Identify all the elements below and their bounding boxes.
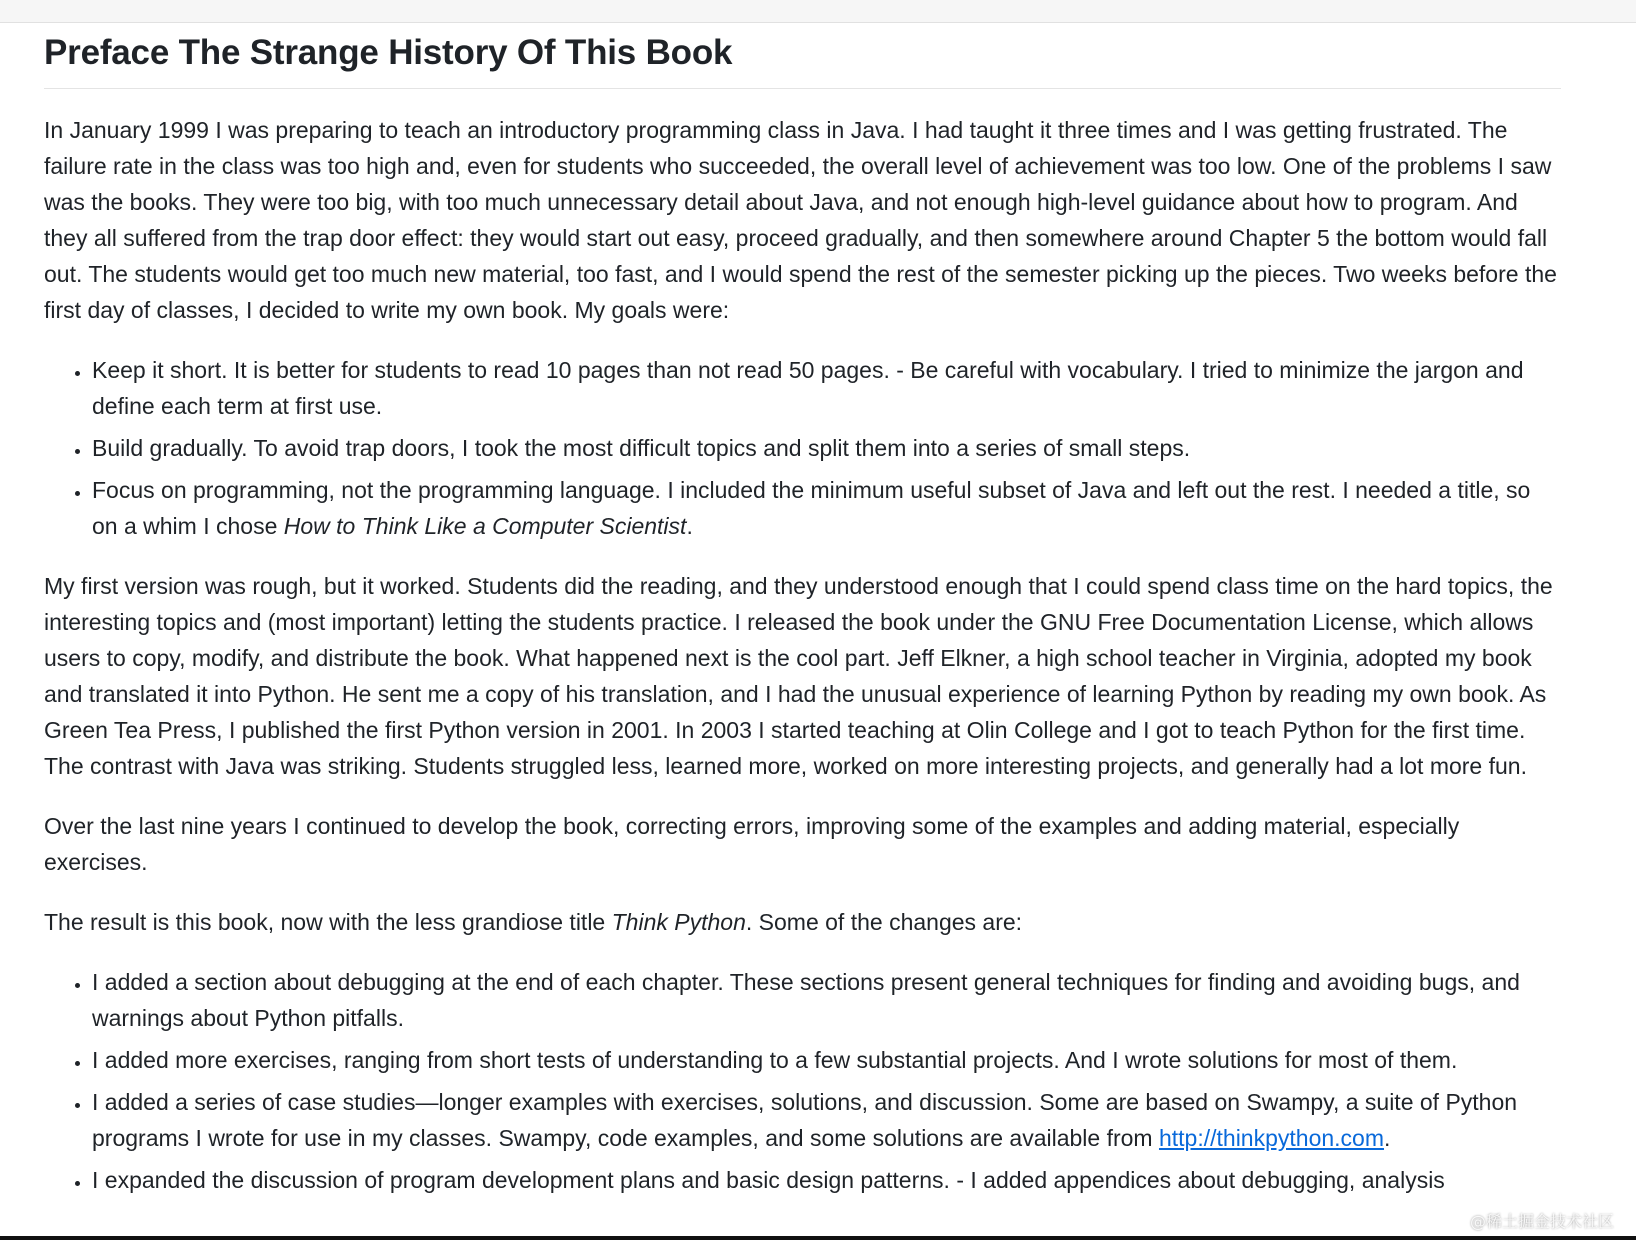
thinkpython-link[interactable]: http://thinkpython.com	[1158, 1125, 1384, 1151]
history-paragraph: My first version was rough, but it worked. Students did the reading, and they understood enough that I could spend class time on the hard topics, the interesting topics and (most important) letting the students practice. I released the book under the GNU Free Documentation License, which allows users to copy, modify, and distribute the book. What happened next is the cool part. Jeff Elkner, a high school teacher in Virginia, adopted my book and translated it into Python. He sent me a copy of his translation, and I had the unusual experience of learning Python by reading my own book. As Green Tea Press, I published the first Python version in 2001. In 2003 I started teaching at Olin College and I got to teach Python for the first time. The contrast with Java was striking. Students struggled less, learned more, worked on more interesting projects, and generally had a lot more fun.	[44, 573, 1553, 779]
list-item	[92, 472, 1561, 544]
list-item-text: Keep it short. It is better for students to read 10 pages than not read 50 pages. - Be careful with vocabulary. I tried to minimize the jargon and define each term at first use.	[92, 357, 1524, 419]
changes-list	[44, 964, 1561, 1198]
list-item-text: I added a section about debugging at the end of each chapter. These sections present general techniques for finding and avoiding bugs, and warnings about Python pitfalls.	[92, 969, 1520, 1031]
list-item-text: I added a series of case studies—longer examples with exercises, solutions, and discussion. Some are based on Swampy, a suite of Python programs I wrote for use in my classes. Swampy, code examples, and some solutions are available from	[92, 1089, 1518, 1151]
list-item-text: Focus on programming, not the programming language. I included the minimum useful subset of Java and left out the rest. I needed a title, so on a whim I chose	[92, 477, 1531, 539]
watermark: @稀土掘金技术社区	[1469, 1212, 1614, 1231]
list-item	[92, 430, 1561, 466]
list-item	[92, 352, 1561, 424]
list-item	[92, 964, 1561, 1036]
list-item-text: .	[1384, 1125, 1391, 1151]
result-paragraph	[44, 904, 1561, 940]
list-item-text: Build gradually. To avoid trap doors, I took the most difficult topics and split them into a series of small steps.	[92, 435, 1191, 461]
list-item-text: I added more exercises, ranging from short tests of understanding to a few substantial projects. And I wrote solutions for most of them.	[92, 1047, 1458, 1073]
book-title-emphasis: Think Python	[611, 909, 746, 935]
intro-paragraph: In January 1999 I was preparing to teach an introductory programming class in Java. I had taught it three times and I was getting frustrated. The failure rate in the class was too high and, even for students who succeeded, the overall level of achievement was too low. One of the problems I saw was the books. They were too big, with too much unnecessary detail about Java, and not enough high-level guidance about how to program. And they all suffered from the trap door effect: they would start out easy, proceed gradually, and then somewhere around Chapter 5 the bottom would fall out. The students would get too much new material, too fast, and I would spend the rest of the semester picking up the pieces. Two weeks before the first day of classes, I decided to write my own book. My goals were:	[44, 117, 1557, 323]
paragraph-text: The result is this book, now with the less grandiose title	[44, 909, 612, 935]
article	[44, 26, 1561, 1204]
list-item	[92, 1042, 1561, 1078]
page-title: Preface The Strange History Of This Book	[44, 26, 1561, 89]
list-item	[92, 1162, 1561, 1198]
book-title-emphasis: How to Think Like a Computer Scientist	[283, 513, 687, 539]
list-item	[92, 1084, 1561, 1156]
top-bar	[0, 0, 1636, 23]
goals-list	[44, 352, 1561, 544]
paragraph-text: . Some of the changes are:	[745, 909, 1023, 935]
list-item-text: .	[686, 513, 693, 539]
bottom-edge	[0, 1236, 1636, 1240]
development-paragraph: Over the last nine years I continued to develop the book, correcting errors, improving some of the examples and adding material, especially exercises.	[44, 813, 1460, 875]
list-item-text: I expanded the discussion of program development plans and basic design patterns. - I added appendices about debugging, analysis	[92, 1167, 1445, 1193]
